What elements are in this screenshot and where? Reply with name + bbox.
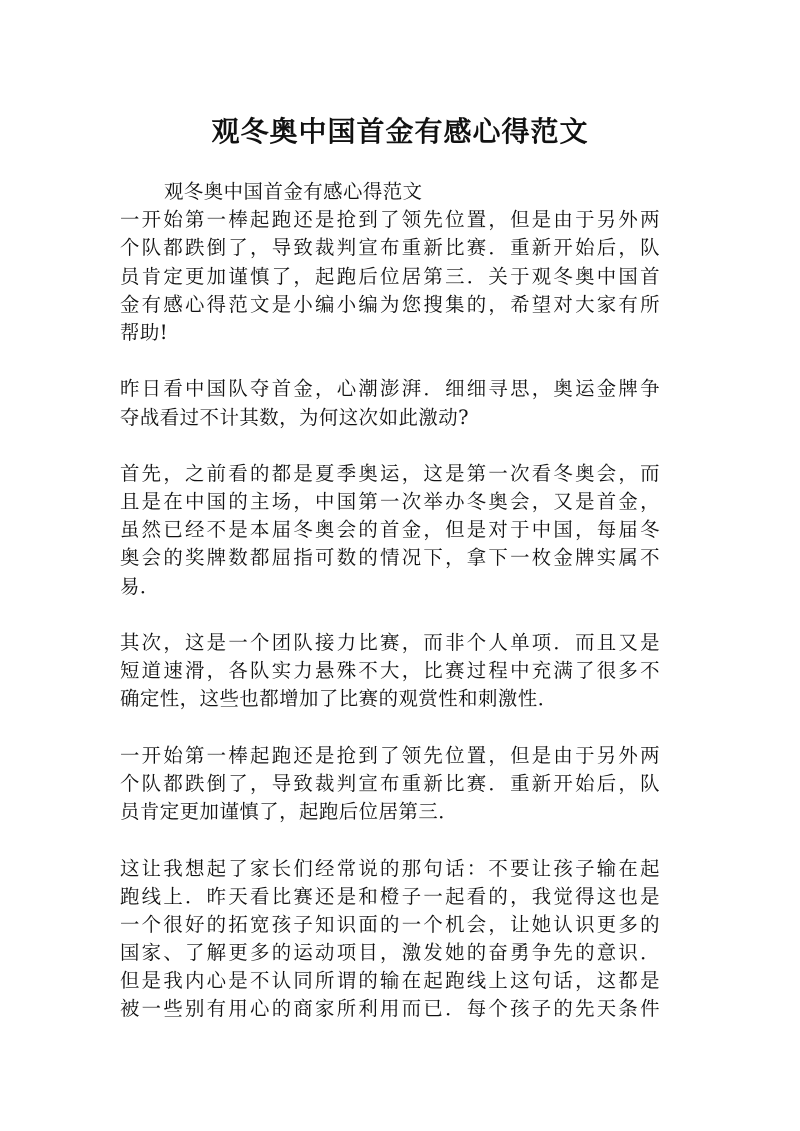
paragraph-gap [120,432,660,460]
paragraph-1-line: 夺战看过不计其数，为何这次如此激动? [120,405,470,429]
paragraph-1-line: 昨日看中国队夺首金，心潮澎湃．细细寻思，奥运金牌争 [120,377,660,401]
document-body [120,178,660,1024]
document-title: 观冬奥中国首金有感心得范文 [211,115,589,148]
intro-line: 一开始第一棒起跑还是抢到了领先位置，但是由于另外两 [120,208,660,232]
intro-line: 个队都跌倒了，导致裁判宣布重新比赛．重新开始后，队 [120,236,660,260]
intro-line: 帮助! [120,320,169,344]
paragraph-2-line: 虽然已经不是本届冬奥会的首金，但是对于中国，每届冬 [120,518,660,542]
paragraph-5-line: 但是我内心是不认同所谓的输在起跑线上这句话，这都是 [120,969,660,993]
intro-subtitle: 观冬奥中国首金有感心得范文 [164,180,423,203]
paragraph-5-line: 跑线上．昨天看比赛还是和橙子一起看的，我觉得这也是 [120,884,660,908]
intro-line: 员肯定更加谨慎了，起跑后位居第三．关于观冬奥中国首 [120,264,660,288]
paragraph-3-line: 其次，这是一个团队接力比赛，而非个人单项．而且又是 [120,631,660,654]
paragraph-5-line: 一个很好的拓宽孩子知识面的一个机会，让她认识更多的 [120,912,660,936]
paragraph-gap [120,826,660,854]
paragraph-5-line: 被一些别有用心的商家所利用而已．每个孩子的先天条件 [120,997,660,1021]
paragraph-4-line: 一开始第一棒起跑还是抢到了领先位置，但是由于另外两 [120,743,660,767]
paragraph-2-line: 首先，之前看的都是夏季奥运，这是第一次看冬奥会，而 [120,461,660,485]
paragraph-4-line: 个队都跌倒了，导致裁判宣布重新比赛．重新开始后，队 [120,771,660,795]
paragraph-3-line: 确定性，这些也都增加了比赛的观赏性和刺激性． [120,687,558,711]
paragraph-5-line: 这让我想起了家长们经常说的那句话：不要让孩子输在起 [120,856,660,880]
intro-line: 金有感心得范文是小编小编为您搜集的，希望对大家有所 [120,292,660,316]
paragraph-2-line: 易． [120,574,160,598]
paragraph-gap [120,601,660,629]
paragraph-4-line: 员肯定更加谨慎了，起跑后位居第三． [120,800,459,824]
paragraph-2-line: 且是在中国的主场，中国第一次举办冬奥会，又是首金， [120,490,660,514]
paragraph-3-line: 短道速滑，各队实力悬殊不大，比赛过程中充满了很多不 [120,659,660,683]
paragraph-gap [120,714,660,742]
paragraph-gap [120,347,660,375]
paragraph-5-line: 国家、了解更多的运动项目，激发她的奋勇争先的意识． [120,941,660,965]
paragraph-2-line: 奥会的奖牌数都屈指可数的情况下，拿下一枚金牌实属不 [120,546,660,570]
